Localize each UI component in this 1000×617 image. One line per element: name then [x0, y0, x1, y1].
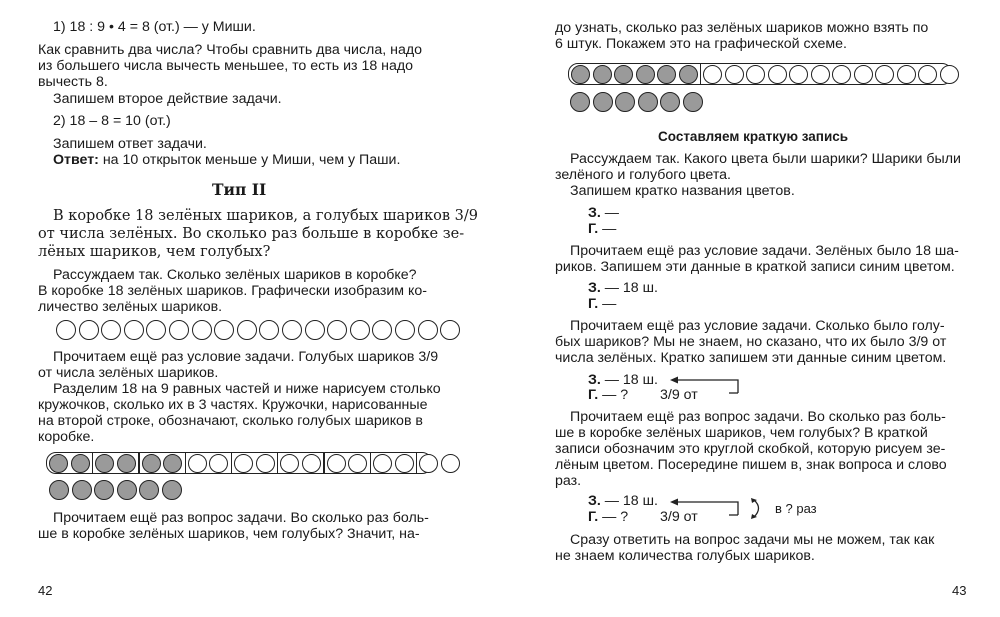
empty-ball	[209, 454, 228, 473]
empty-ball	[419, 454, 438, 473]
empty-ball	[192, 320, 212, 340]
empty-ball	[188, 454, 207, 473]
filled-ball	[593, 65, 612, 84]
relation-arrow	[670, 497, 770, 523]
filled-ball	[71, 454, 90, 473]
filled-ball	[49, 480, 69, 500]
paragraph-line: зелёного и голубого цвета.	[555, 167, 731, 183]
empty-ball	[146, 320, 166, 340]
page-number: 42	[38, 583, 53, 598]
group-divider	[416, 453, 417, 473]
paragraph-line: раз.	[555, 473, 582, 489]
empty-ball	[280, 454, 299, 473]
blue-balls-row	[49, 480, 185, 500]
problem-line: В коробке 18 зелёных шариков, а голубых шариков 3/9	[53, 208, 478, 224]
paragraph-line: вычесть 8.	[38, 74, 108, 90]
paragraph-line: кружочков, сколько их в 3 частях. Кружочки, нарисованные	[38, 397, 428, 413]
record-blue: Г. —	[588, 221, 617, 237]
paragraph-line: В коробке 18 зелёных шариков. Графически изобразим ко-	[38, 283, 427, 299]
answer-label: Ответ:	[53, 152, 99, 168]
paragraph-line: Прочитаем ещё раз условие задачи. Голубых шариков 3/9	[53, 349, 439, 365]
empty-ball	[811, 65, 830, 84]
filled-ball	[593, 92, 613, 112]
paragraph-line: Прочитаем ещё раз вопрос задачи. Во сколько раз боль-	[53, 510, 429, 526]
paragraph-line: бых шариков? Мы не знаем, но сказано, что их было 3/9 от	[555, 334, 947, 350]
empty-ball	[395, 320, 415, 340]
filled-ball	[614, 65, 633, 84]
filled-ball	[570, 92, 590, 112]
filled-ball	[72, 480, 92, 500]
paragraph-line: 6 штук. Покажем это на графической схеме.	[555, 36, 847, 52]
filled-ball	[615, 92, 635, 112]
paragraph-line: риков. Запишем эти данные в краткой записи синим цветом.	[555, 259, 955, 275]
empty-ball	[372, 320, 392, 340]
empty-ball	[897, 65, 916, 84]
paragraph-line: Запишем второе действие задачи.	[53, 91, 282, 107]
record-green: З. —	[588, 205, 619, 221]
empty-ball	[789, 65, 808, 84]
split-balls-second-row	[570, 92, 706, 112]
subtitle: Составляем краткую запись	[658, 129, 849, 144]
paragraph-line: Прочитаем ещё раз условие задачи. Сколько было голу-	[570, 318, 945, 334]
paragraph-line: на второй строке, обозначают, сколько голубых шариков в	[38, 413, 423, 429]
empty-ball	[725, 65, 744, 84]
record-green: З. — 18 ш.	[588, 372, 658, 388]
filled-ball	[49, 454, 68, 473]
filled-ball	[94, 480, 114, 500]
empty-ball	[327, 454, 346, 473]
empty-ball	[79, 320, 99, 340]
group-divider	[92, 453, 93, 473]
paragraph-line: Прочитаем ещё раз условие задачи. Зелёных было 18 ша-	[570, 243, 959, 259]
empty-ball	[101, 320, 121, 340]
paragraph-line: Прочитаем ещё раз вопрос задачи. Во сколько раз боль-	[570, 409, 946, 425]
empty-ball	[282, 320, 302, 340]
empty-ball	[56, 320, 76, 340]
empty-ball	[395, 454, 414, 473]
record-blue: Г. — ?	[588, 387, 629, 403]
empty-ball	[768, 65, 787, 84]
answer-text: на 10 открыток меньше у Миши, чем у Паши.	[98, 152, 401, 168]
fraction-label: 3/9 от	[660, 509, 698, 525]
filled-ball	[571, 65, 590, 84]
empty-ball	[256, 454, 275, 473]
right-page	[500, 0, 1000, 617]
filled-ball	[142, 454, 161, 473]
empty-ball	[327, 320, 347, 340]
paragraph-line: Рассуждаем так. Какого цвета были шарики? Шарики были	[570, 151, 961, 167]
paragraph-line: личество зелёных шариков.	[38, 299, 223, 315]
grouped-balls-row	[46, 452, 432, 474]
filled-ball	[117, 454, 136, 473]
empty-ball	[918, 65, 937, 84]
empty-ball	[305, 320, 325, 340]
paragraph-line: Как сравнить два числа? Чтобы сравнить два числа, надо	[38, 42, 423, 58]
empty-ball	[169, 320, 189, 340]
paragraph-line: ше в коробке зелёных шариков, чем голубых? В краткой	[555, 425, 928, 441]
filled-ball	[162, 480, 182, 500]
paragraph-line: Запишем ответ задачи.	[53, 136, 207, 152]
paragraph-line: ше в коробке зелёных шариков, чем голубых? Значит, на-	[38, 526, 420, 542]
paragraph-line: из большего числа вычесть меньшее, то есть из 18 надо	[38, 58, 414, 74]
filled-ball	[139, 480, 159, 500]
filled-ball	[638, 92, 658, 112]
filled-ball	[95, 454, 114, 473]
empty-ball	[440, 320, 460, 340]
empty-ball	[418, 320, 438, 340]
paragraph-line: не знаем количества голубых шариков.	[555, 548, 815, 564]
empty-ball	[302, 454, 321, 473]
filled-ball	[660, 92, 680, 112]
section-title: Тип II	[212, 180, 267, 199]
bracket-label: в ? раз	[775, 501, 817, 516]
paragraph-line: коробке.	[38, 429, 95, 445]
paragraph-line: записи обозначим это круглой скобкой, которую рисуем зе-	[555, 441, 946, 457]
empty-ball	[875, 65, 894, 84]
paragraph-line: лёным цветом. Посередине пишем в, знак вопроса и слово	[555, 457, 947, 473]
solution-step-2: 2) 18 – 8 = 10 (от.)	[53, 113, 171, 129]
group-divider	[185, 453, 186, 473]
empty-ball	[124, 320, 144, 340]
group-divider	[700, 64, 701, 84]
empty-ball	[350, 320, 370, 340]
problem-line: от числа зелёных. Во сколько раз больше в коробке зе-	[38, 226, 465, 242]
empty-ball	[703, 65, 722, 84]
relation-arrow	[670, 376, 745, 396]
empty-ball	[854, 65, 873, 84]
fraction-label: 3/9 от	[660, 387, 698, 403]
empty-ball	[214, 320, 234, 340]
filled-ball	[657, 65, 676, 84]
filled-ball	[163, 454, 182, 473]
paragraph-line: Рассуждаем так. Сколько зелёных шариков в коробке?	[53, 267, 417, 283]
solution-step-1: 1) 18 : 9 • 4 = 8 (от.) — у Миши.	[53, 19, 256, 35]
group-divider	[231, 453, 232, 473]
filled-ball	[679, 65, 698, 84]
group-divider	[370, 453, 371, 473]
empty-ball	[441, 454, 460, 473]
empty-ball	[234, 454, 253, 473]
paragraph-line: числа зелёных. Кратко запишем эти данные синим цветом.	[555, 350, 947, 366]
empty-ball	[237, 320, 257, 340]
filled-ball	[636, 65, 655, 84]
paragraph-line: Разделим 18 на 9 равных частей и ниже нарисуем столько	[53, 381, 441, 397]
empty-ball	[746, 65, 765, 84]
empty-ball	[259, 320, 279, 340]
problem-line: лёных шариков, чем голубых?	[38, 244, 271, 260]
paragraph-line: Сразу ответить на вопрос задачи мы не можем, так как	[570, 532, 935, 548]
paragraph-line: от числа зелёных шариков.	[38, 365, 219, 381]
paragraph-line: Запишем кратко названия цветов.	[570, 183, 795, 199]
empty-ball	[348, 454, 367, 473]
record-blue: Г. —	[588, 296, 617, 312]
group-divider	[277, 453, 278, 473]
group-divider	[138, 453, 139, 473]
group-divider	[323, 453, 324, 473]
filled-ball	[117, 480, 137, 500]
green-balls-row	[56, 320, 463, 340]
record-blue: Г. — ?	[588, 509, 629, 525]
filled-ball	[683, 92, 703, 112]
answer-line	[53, 152, 400, 168]
split-balls-row	[568, 63, 952, 85]
record-green: З. — 18 ш.	[588, 493, 658, 509]
paragraph-line: до узнать, сколько раз зелёных шариков можно взять по	[555, 20, 929, 36]
page-number: 43	[952, 583, 967, 598]
empty-ball	[832, 65, 851, 84]
empty-ball	[373, 454, 392, 473]
empty-ball	[940, 65, 959, 84]
record-green: З. — 18 ш.	[588, 280, 658, 296]
